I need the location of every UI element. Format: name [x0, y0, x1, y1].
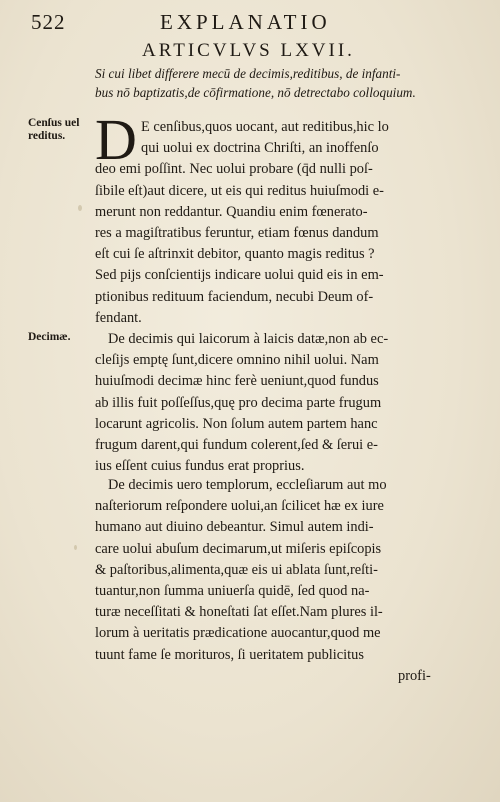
- paragraph-decimae-templorum: [95, 475, 465, 666]
- text-line: ab illis fuit poſſeſſus,quę pro decima parte frugum: [95, 394, 382, 411]
- text-line: ius eſſent cuius fundus erat proprius.: [95, 458, 305, 475]
- text-line: E cenſibus,quos uocant, aut reditibus,hic lo: [141, 119, 389, 135]
- text-line: De decimis qui laicorum à laicis datæ,non ab ec-: [108, 331, 389, 347]
- margin-note-census: Cenſus uel reditus.: [28, 117, 80, 142]
- text-line: cleſijs emptę ſunt,dicere omnino nihil uolui. Nam: [95, 352, 379, 369]
- paragraph-decimae-laicorum: [95, 329, 465, 477]
- text-line: naſteriorum reſpondere uolui,an ſcilicet hæ ex iure: [95, 498, 384, 515]
- text-line: eſt cui ſe aſtrinxit debitor, quanto magis reditus ?: [95, 246, 375, 263]
- summary-line: bus nō baptizatis,de cōfirmatione, nō detrectabo colloquium.: [95, 85, 416, 100]
- margin-note-decimae: Decimæ.: [28, 331, 71, 343]
- text-line: tuunt fame ſe morituros, ſi ueritatem publicitus: [95, 646, 364, 663]
- paragraph-census: [95, 117, 465, 329]
- text-line: turæ neceſſitati & honeſtati ſat eſſet.Nam plures il-: [95, 604, 383, 621]
- text-line: ſibile eſt)aut dicere, ut eis qui reditus huiuſmodi e-: [95, 182, 384, 199]
- text-line: lorum à ueritatis prædicatione auocantur,quod me: [95, 625, 381, 642]
- paper-stain: [78, 205, 82, 211]
- text-line: tuantur,non ſumma uniuerſa quidē, ſed quod na-: [95, 583, 370, 600]
- text-line: deo emi poſſint. Nec uolui probare (q̄d nulli poſ-: [95, 161, 373, 178]
- text-line: care uolui abuſum decimarum,ut miſeris epiſcopis: [95, 540, 382, 557]
- article-summary: [95, 64, 475, 102]
- text-line: ptionibus redituum faciendum, necubi Deum of-: [95, 288, 374, 305]
- text-line: fendant.: [95, 309, 142, 326]
- text-line: res a magiſtratibus feruntur, etiam fœnus dandum: [95, 225, 379, 242]
- article-title: ARTICVLVS LXVII.: [142, 40, 355, 61]
- drop-cap: D: [95, 107, 137, 172]
- running-head: EXPLANATIO: [160, 10, 331, 34]
- text-line: Sed pijs conſcientijs indicare uolui quid eis in em-: [95, 267, 384, 284]
- text-line: locarunt agricolis. Non ſolum autem partem hanc: [95, 415, 378, 432]
- text-line: frugum darent,qui fundum colerent,ſed & ſerui e-: [95, 437, 378, 454]
- text-line: huiuſmodi decimæ hinc ferè ueniunt,quod fundus: [95, 373, 379, 390]
- text-line: merunt non reddantur. Quandiu enim fœnerato-: [95, 203, 368, 220]
- text-line: & paſtoribus,alimenta,quæ eis ui ablata ſunt,reſti-: [95, 561, 378, 578]
- page-number: 522: [31, 10, 66, 34]
- text-line: De decimis uero templorum, eccleſiarum aut mo: [108, 477, 387, 493]
- text-line: humano aut diuino debeantur. Simul autem indi-: [95, 519, 374, 536]
- text-line: qui uolui ex doctrina Chriſti, an inoffenſo: [141, 140, 379, 157]
- summary-line: Si cui libet differere mecū de decimis,reditibus, de infanti-: [95, 66, 401, 81]
- catchword: profi-: [398, 668, 431, 684]
- paper-stain: [74, 545, 77, 550]
